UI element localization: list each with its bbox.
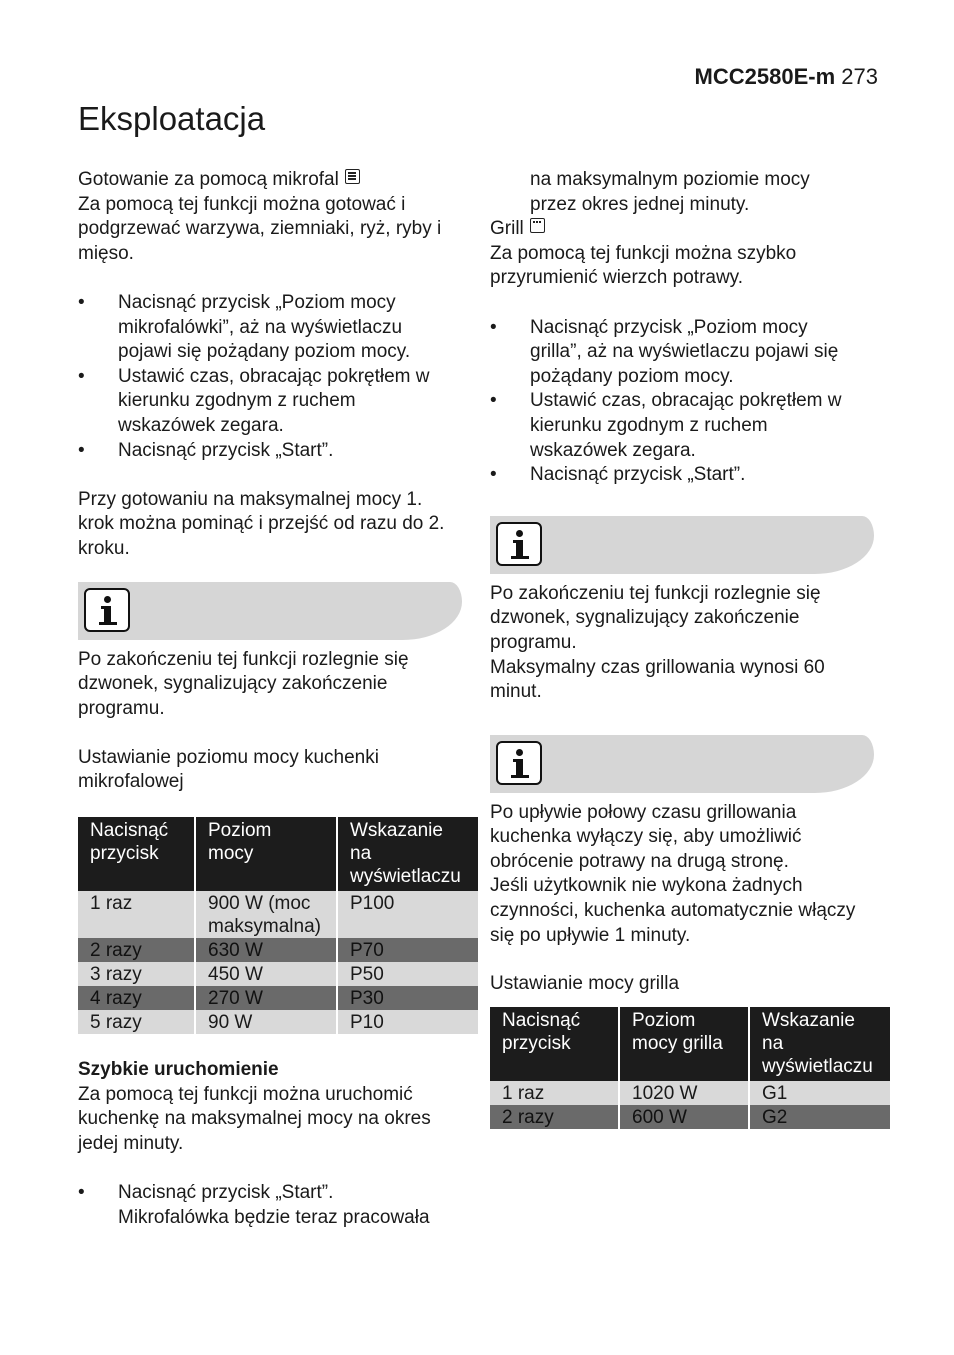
column-header: [619, 1007, 749, 1081]
info-banner: [490, 516, 874, 574]
text-line: • Nacisnąć przycisk „Start”.: [118, 439, 334, 461]
table-cell: 1 raz: [490, 1081, 619, 1105]
list-item: [78, 365, 478, 439]
text-line: przycisk: [502, 1032, 571, 1054]
text-line: programu.: [490, 631, 577, 653]
text-line: minut.: [490, 681, 542, 703]
model-name: MCC2580E-m: [694, 64, 836, 89]
text-line: przycisk: [90, 843, 159, 865]
table-cell: 4 razy: [78, 986, 195, 1010]
text-line: kuchenka wyłączy się, aby umożliwić: [490, 826, 802, 848]
list-item: [490, 316, 890, 390]
text-line: Jeśli użytkownik nie wykona żadnych: [490, 875, 803, 897]
page-title: Eksploatacja: [78, 100, 266, 137]
text-line: mocy grilla: [632, 1032, 723, 1054]
text-line: Wskazanie: [762, 1009, 855, 1031]
table-header-row: [490, 1007, 890, 1081]
text-line: obrócenie potrawy na drugą stronę.: [490, 850, 789, 872]
table-cell: G1: [749, 1081, 890, 1105]
text-line: • Nacisnąć przycisk „Start”.: [118, 1182, 334, 1204]
text-line: Po zakończeniu tej funkcji rozlegnie się: [78, 648, 409, 670]
text-line: • Ustawić czas, obracając pokrętłem w: [530, 390, 842, 412]
table-cell: P10: [337, 1010, 478, 1034]
text-line: na: [350, 843, 372, 865]
microwave-steps: [78, 291, 478, 463]
quick-start-intro: [78, 1083, 478, 1157]
list-item: [78, 439, 478, 464]
grill-power-table: [490, 1007, 890, 1129]
grill-heading: [490, 217, 890, 242]
microwave-power-table: [78, 817, 478, 1034]
table-cell: 1020 W: [619, 1081, 749, 1105]
text-line: wskazówek zegara.: [118, 414, 284, 436]
text-line: mocy: [208, 843, 254, 865]
table-cell: 270 W: [195, 986, 337, 1010]
table-cell: P70: [337, 938, 478, 962]
microwave-heading: [78, 168, 478, 193]
text-line: 900 W (moc: [208, 893, 311, 915]
text-line: Mikrofalówka będzie teraz pracowała: [118, 1206, 430, 1228]
table-cell: P100: [337, 891, 478, 938]
text-line: krok można pominąć i przejść od razu do 2.: [78, 513, 445, 535]
list-item: [78, 291, 478, 365]
text-line: wyświetlaczu: [350, 866, 461, 888]
text-line: • Nacisnąć przycisk „Start”.: [530, 464, 746, 486]
text-line: jedej minuty.: [78, 1132, 184, 1154]
power-level-heading: [78, 746, 478, 795]
table-cell: 630 W: [195, 938, 337, 962]
text-line: mikrofalówki”, aż na wyświetlaczu: [118, 316, 403, 338]
grill-half-note: [490, 801, 890, 949]
text-line: • Ustawić czas, obracając pokrętłem w: [118, 365, 430, 387]
text-line: pożądany poziom mocy.: [530, 365, 734, 387]
info-icon: [84, 588, 130, 632]
text-line: wskazówek zegara.: [530, 439, 696, 461]
table-cell: 1 raz: [78, 891, 195, 938]
table-row: [490, 1081, 890, 1105]
table-row: [78, 938, 478, 962]
text-line: programu.: [78, 697, 165, 719]
page-number: 273: [841, 64, 878, 89]
list-item: [78, 1181, 478, 1230]
text-line: grilla”, aż na wyświetlaczu pojawi się: [530, 341, 839, 363]
text-line: mięso.: [78, 242, 134, 264]
text-line: Za pomocą tej funkcji można gotować i: [78, 193, 406, 215]
table-cell: 450 W: [195, 962, 337, 986]
column-header: [195, 817, 337, 891]
column-header: [490, 1007, 619, 1081]
text-line: Ustawianie poziomu mocy kuchenki: [78, 746, 379, 768]
column-header: [749, 1007, 890, 1081]
microwave-heading-text: Gotowanie za pomocą mikrofal: [78, 169, 339, 190]
info-banner: [490, 735, 874, 793]
table-cell: 2 razy: [490, 1105, 619, 1129]
text-line: Za pomocą tej funkcji można szybko: [490, 242, 797, 264]
quick-start-heading: Szybkie uruchomienie: [78, 1059, 279, 1081]
grill-intro: [490, 242, 890, 291]
text-line: na: [762, 1032, 784, 1054]
text-line: kierunku zgodnym z ruchem: [530, 414, 768, 436]
table-cell: 3 razy: [78, 962, 195, 986]
text-line: maksymalna): [208, 916, 321, 938]
text-line: Po upływie połowy czasu grillowania: [490, 801, 797, 823]
text-line: Wskazanie: [350, 820, 443, 842]
text-line: kroku.: [78, 537, 130, 559]
text-line: • Nacisnąć przycisk „Poziom mocy: [118, 291, 396, 313]
table-cell: 5 razy: [78, 1010, 195, 1034]
text-line: się po upływie 1 minuty.: [490, 924, 691, 946]
text-line: przyrumienić wierzch potrawy.: [490, 267, 744, 289]
text-line: dzwonek, sygnalizujący zakończenie: [78, 673, 388, 695]
table-cell: [195, 891, 337, 938]
list-item: [490, 389, 890, 463]
text-line: dzwonek, sygnalizujący zakończenie: [490, 607, 800, 629]
table-row: [78, 962, 478, 986]
info-icon: [496, 522, 542, 566]
max-power-note: [78, 488, 478, 562]
text-line: pojawi się pożądany poziom mocy.: [118, 341, 411, 363]
text-line: Nacisnąć: [90, 820, 169, 842]
quick-start-continuation: [490, 168, 890, 217]
table-cell: P30: [337, 986, 478, 1010]
text-line: Poziom: [632, 1009, 696, 1031]
right-column: [490, 168, 890, 1129]
info-icon: [496, 741, 542, 785]
text-line: Po zakończeniu tej funkcji rozlegnie się: [490, 582, 821, 604]
text-line: kierunku zgodnym z ruchem: [118, 390, 356, 412]
left-column: [78, 168, 478, 1230]
grill-heading-text: Grill: [490, 218, 524, 240]
table-header-row: [78, 817, 478, 891]
text-line: • Nacisnąć przycisk „Poziom mocy: [530, 316, 808, 338]
text-line: Nacisnąć: [502, 1009, 581, 1031]
table-row: [78, 986, 478, 1010]
text-line: kuchenkę na maksymalnej mocy na okres: [78, 1108, 431, 1130]
text-line: Przy gotowaniu na maksymalnej mocy 1.: [78, 488, 423, 510]
table-row: [78, 891, 478, 938]
text-line: Maksymalny czas grillowania wynosi 60: [490, 656, 825, 678]
grill-icon: [530, 218, 545, 233]
microwave-end-note: [78, 648, 478, 722]
table-row: [78, 1010, 478, 1034]
grill-power-heading: Ustawianie mocy grilla: [490, 973, 680, 995]
grill-steps: [490, 316, 890, 488]
column-header: [78, 817, 195, 891]
text-line: mikrofalowej: [78, 771, 184, 793]
table-cell: 600 W: [619, 1105, 749, 1129]
quick-start-steps: [78, 1181, 478, 1230]
text-line: przez okres jednej minuty.: [530, 193, 750, 215]
list-item: [490, 463, 890, 488]
page-header: [695, 64, 878, 90]
text-line: na maksymalnym poziomie mocy: [530, 169, 810, 190]
table-row: [490, 1105, 890, 1129]
text-line: czynności, kuchenka automatycznie włączy: [490, 900, 856, 922]
text-line: Poziom: [208, 820, 272, 842]
text-line: Za pomocą tej funkcji można uruchomić: [78, 1083, 413, 1105]
table-cell: 90 W: [195, 1010, 337, 1034]
info-banner: [78, 582, 462, 640]
text-line: wyświetlaczu: [762, 1055, 873, 1077]
table-cell: P50: [337, 962, 478, 986]
text-line: podgrzewać warzywa, ziemniaki, ryż, ryby i: [78, 218, 442, 240]
microwave-intro: [78, 193, 478, 267]
column-header: [337, 817, 478, 891]
microwave-icon: [345, 169, 360, 184]
table-cell: G2: [749, 1105, 890, 1129]
table-cell: 2 razy: [78, 938, 195, 962]
grill-end-note: [490, 582, 890, 705]
